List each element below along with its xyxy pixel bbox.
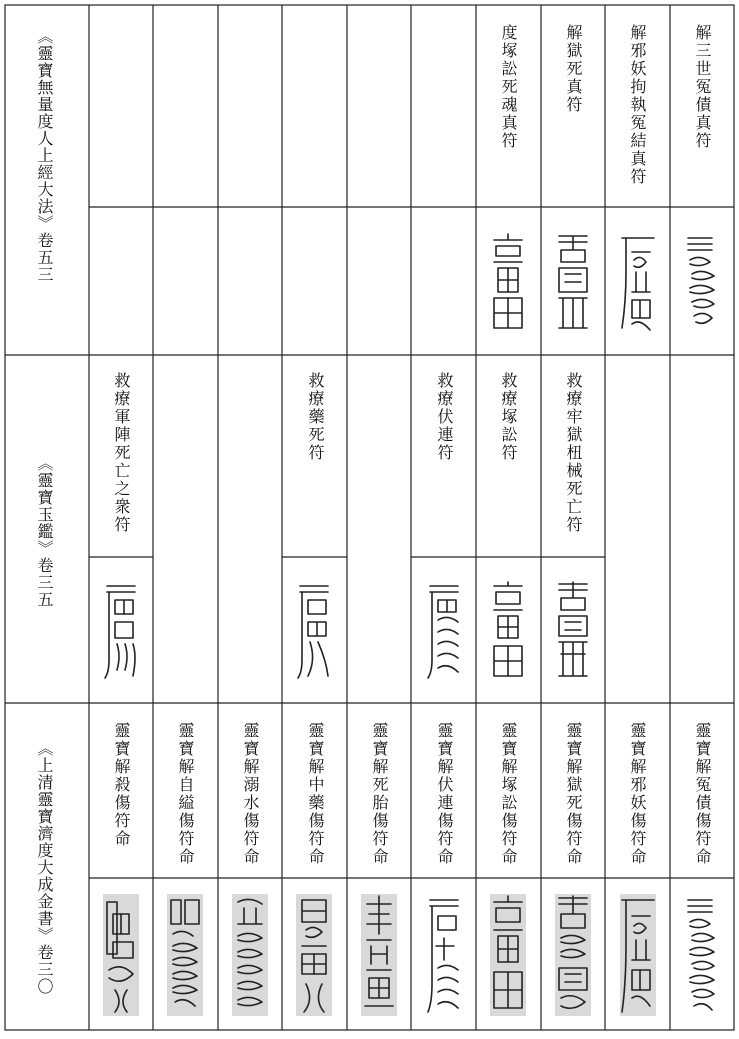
- section-title-dulen: 《靈寶無量度人上經大法》卷五三: [35, 28, 54, 283]
- talisman-b1: [103, 580, 139, 680]
- column-label: 靈寶解獄死傷符命: [564, 722, 583, 866]
- column-label: 救療牢獄杻械死亡符: [564, 372, 583, 534]
- talisman-c5: [361, 894, 397, 1016]
- column-label: 救療軍陣死亡之衆符: [112, 372, 131, 534]
- column-label: 解獄死真符: [564, 24, 583, 114]
- talisman-b3: [426, 580, 462, 680]
- talisman-a1: [490, 232, 526, 332]
- talisman-b4: [490, 580, 526, 680]
- column-label: 靈寶解自縊傷符命: [176, 722, 195, 866]
- talisman-b2: [296, 580, 332, 680]
- column-label: 解三世冤債真符: [693, 24, 712, 150]
- talisman-c3: [232, 894, 268, 1016]
- section-title-jinshu: 《上清靈寶濟度大成金書》卷三〇: [35, 740, 54, 995]
- column-label: 靈寶解溺水傷符命: [241, 722, 260, 866]
- talisman-c1: [103, 894, 139, 1016]
- talisman-b5: [555, 580, 591, 680]
- column-label: 救療伏連符: [435, 372, 454, 462]
- talisman-c7: [490, 894, 526, 1016]
- column-label: 靈寶解邪妖傷符命: [628, 722, 647, 866]
- column-label: 度塚訟死魂真符: [499, 24, 518, 150]
- column-label: 靈寶解冤債傷符命: [693, 722, 712, 866]
- column-label: 靈寶解塚訟傷符命: [499, 722, 518, 866]
- talisman-a2: [555, 232, 591, 332]
- column-label: 救療藥死符: [306, 372, 325, 462]
- talisman-a3: [620, 232, 656, 332]
- talisman-c10: [684, 894, 720, 1016]
- column-label: 靈寶解中藥傷符命: [306, 722, 325, 866]
- column-label: 救療塚訟符: [499, 372, 518, 462]
- column-label: 靈寶解死胎傷符命: [370, 722, 389, 866]
- column-label: 解邪妖拘執冤結真符: [628, 24, 647, 186]
- talisman-c9: [620, 894, 656, 1016]
- section-title-yujian: 《靈寶玉鑑》卷三五: [35, 455, 54, 608]
- talisman-c6: [426, 894, 462, 1016]
- talisman-a4: [684, 232, 720, 332]
- talisman-c4: [296, 894, 332, 1016]
- talisman-c2: [167, 894, 203, 1016]
- column-label: 靈寶解伏連傷符命: [435, 722, 454, 866]
- talisman-c8: [555, 894, 591, 1016]
- column-label: 靈寶解殺傷符命: [112, 722, 131, 848]
